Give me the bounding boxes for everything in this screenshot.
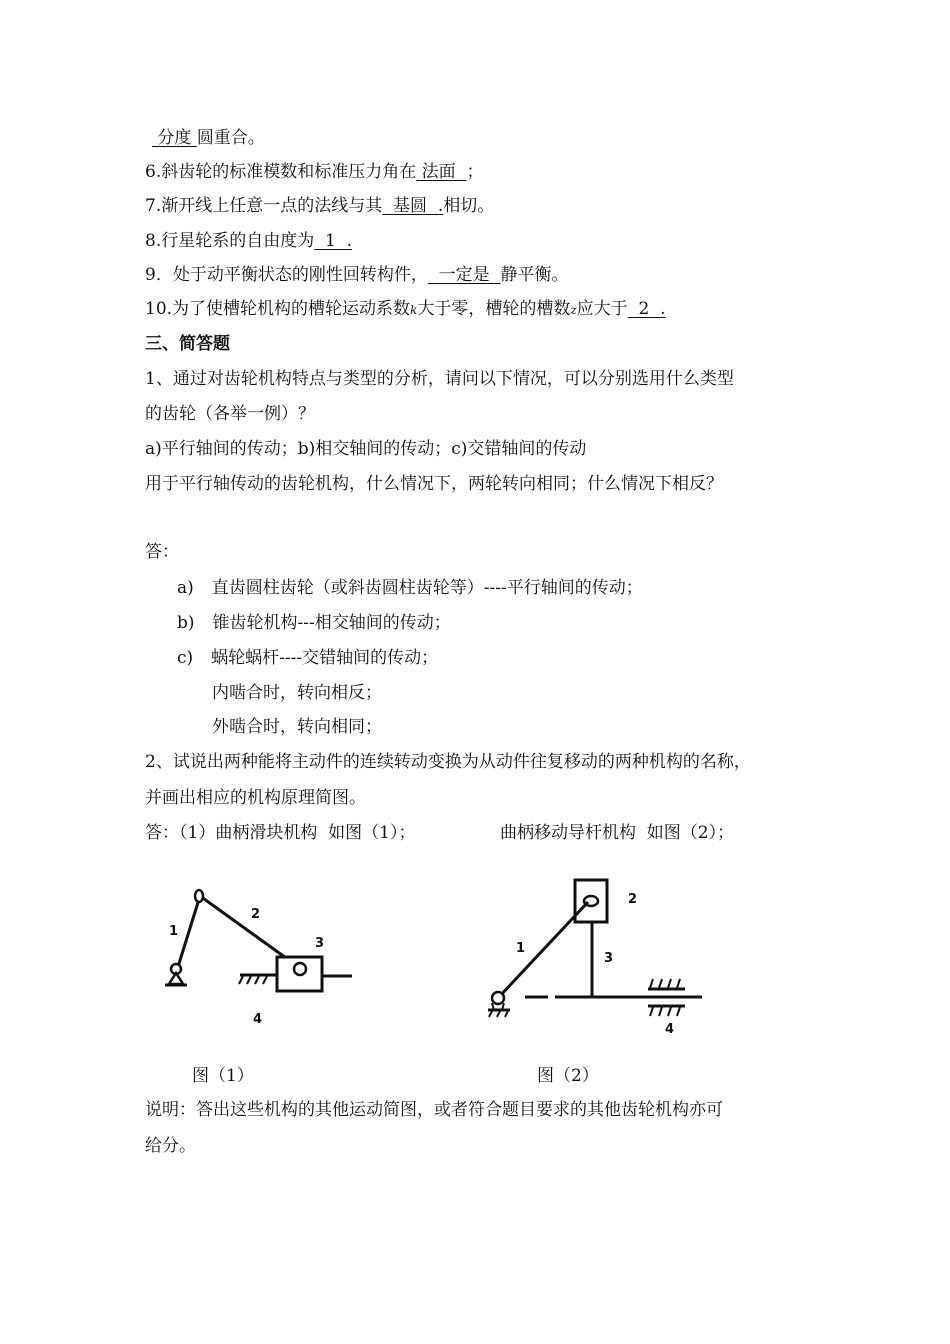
- text: 应大于: [576, 299, 628, 319]
- text: 大于零，槽轮的槽数: [417, 299, 571, 319]
- answer-2-line-b: 曲柄移动导杆机构 如图（2）；: [500, 823, 735, 843]
- list-marker: b): [177, 613, 195, 633]
- answer-item-a: [177, 577, 643, 599]
- question-1-line-2: 的齿轮（各举一例）？: [145, 404, 315, 424]
- question-1-line-4: 用于平行轴传动的齿轮机构，什么情况下，两轮转向相同；什么情况下相反？: [145, 474, 723, 494]
- blank-answer: 法面: [416, 162, 467, 182]
- text: 静平衡。: [500, 265, 569, 285]
- list-marker: c): [177, 648, 194, 668]
- label-2: 2: [628, 892, 638, 907]
- pin-joint: [195, 890, 203, 902]
- blank-answer: 一定是: [427, 265, 501, 285]
- figure-2-crank-guide-bar-diagram: [480, 870, 710, 1045]
- symbol-z: z: [570, 303, 577, 317]
- text: 7.渐开线上任意一点的法线与其: [145, 196, 383, 216]
- list-marker: a): [177, 578, 194, 598]
- answer-external-mesh: 外啮合时，转向相同；: [212, 717, 382, 737]
- figure-1-crank-slider-diagram: [155, 880, 365, 1030]
- answer-2-line-a: 答：（1）曲柄滑块机构 如图（1）；: [145, 823, 416, 843]
- blank-answer: 2 .: [627, 299, 666, 319]
- section-heading: 三、简答题: [145, 334, 230, 354]
- ground-pivot: [492, 992, 504, 1004]
- line-fill-5-end: [152, 127, 265, 149]
- fill-question-6: [145, 161, 483, 183]
- label-4: 4: [665, 1022, 675, 1037]
- symbol-k: k: [410, 303, 418, 317]
- answer-internal-mesh: 内啮合时，转向相反；: [212, 683, 382, 703]
- text: ；: [466, 162, 484, 182]
- fill-question-10: [145, 298, 666, 321]
- label-3: 3: [604, 951, 614, 966]
- text: 6.斜齿轮的标准模数和标准压力角在: [145, 162, 417, 182]
- text: 10.为了使槽轮机构的槽轮运动系数: [145, 299, 411, 319]
- note-line-1: 说明：答出这些机构的其他运动简图，或者符合题目要求的其他齿轮机构亦可: [145, 1100, 723, 1120]
- question-2-line-1: 2、试说出两种能将主动件的连续转动变换为从动件往复移动的两种机构的名称，: [145, 752, 751, 772]
- text: 9．处于动平衡状态的刚性回转构件，: [145, 265, 428, 285]
- question-1-line-1: 1、通过对齿轮机构特点与类型的分析，请问以下情况，可以分别选用什么类型: [145, 369, 734, 389]
- figure-1-caption: 图（1）: [192, 1066, 254, 1086]
- text: 相切。: [443, 196, 495, 216]
- text: 蜗轮蜗杆----交错轴间的传动；: [211, 648, 439, 668]
- label-2: 2: [251, 907, 261, 922]
- text: 圆重合。: [196, 128, 265, 148]
- label-1: 1: [169, 924, 179, 939]
- text: 8.行星轮系的自由度为: [145, 231, 315, 251]
- answer-label: 答：: [145, 542, 179, 562]
- blank-answer: 1 .: [314, 231, 353, 251]
- label-1: 1: [516, 941, 526, 956]
- fill-question-9: [145, 264, 568, 286]
- blank-answer: 分度: [152, 128, 197, 148]
- crank-link: [177, 896, 200, 970]
- crank-link: [498, 902, 588, 998]
- blank-answer: 基圆 .: [382, 196, 444, 216]
- text: 直齿圆柱齿轮（或斜齿圆柱齿轮等）----平行轴间的传动；: [211, 578, 643, 598]
- question-1-line-3: a)平行轴间的传动；b)相交轴间的传动；c)交错轴间的传动: [145, 439, 587, 459]
- text: 锥齿轮机构---相交轴间的传动；: [212, 613, 451, 633]
- figure-2-caption: 图（2）: [537, 1066, 599, 1086]
- answer-item-b: [177, 612, 451, 634]
- label-4: 4: [253, 1012, 263, 1027]
- note-line-2: 给分。: [145, 1136, 196, 1156]
- answer-item-c: [177, 647, 438, 669]
- label-3: 3: [315, 936, 325, 951]
- fill-question-8: [145, 230, 352, 252]
- fill-question-7: [145, 195, 494, 217]
- question-2-line-2: 并画出相应的机构原理简图。: [145, 788, 366, 808]
